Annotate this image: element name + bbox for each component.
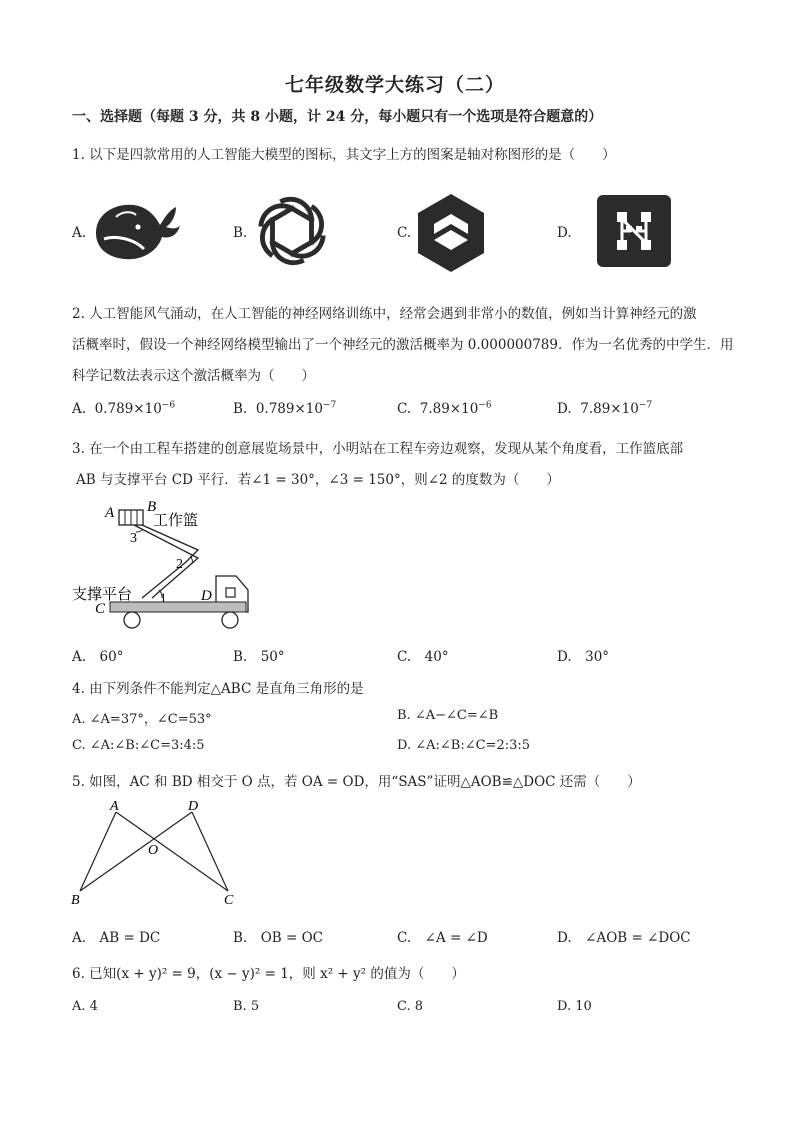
- angle-3-label: 3: [130, 531, 137, 546]
- truck-figure: [70, 498, 260, 633]
- point-b-label: B: [71, 893, 80, 908]
- q1-option-a-label: A.: [72, 225, 87, 241]
- knot-logo-icon: [252, 192, 332, 270]
- segment-ac: [116, 812, 228, 891]
- angle-1-label: 1: [160, 590, 167, 605]
- q6-option-b: B. 5: [233, 999, 260, 1014]
- point-o-label: O: [148, 843, 159, 858]
- network-logo-icon: [597, 195, 671, 267]
- question-4-stem: 4. 由下列条件不能判定△ABC 是直角三角形的是: [72, 681, 364, 697]
- q4-option-d: D. ∠A:∠B:∠C=2:3:5: [397, 738, 531, 753]
- q2-option-c: C. $7.89\times 10^{-6}$: [397, 400, 492, 417]
- q3-option-b: B. 50°: [233, 649, 285, 665]
- question-1-stem: 1. 以下是四款常用的人工智能大模型的图标，其文字上方的图案是轴对称图形的是（ ）: [72, 147, 616, 163]
- label-b: B: [147, 499, 157, 515]
- question-2-line-3: 科学记数法表示这个激活概率为（ ）: [72, 368, 315, 384]
- q3-option-d: D. 30°: [557, 649, 610, 665]
- truck-wheel: [222, 612, 238, 628]
- question-3-line-2: AB 与支撑平台 CD 平行．若∠1 = 30°，∠3 = 150°，则∠2 的度数为（ ）: [76, 472, 560, 488]
- crossing-triangles-figure: [68, 798, 248, 910]
- q4-option-b: B. ∠A−∠C=∠B: [397, 708, 499, 723]
- segment-dc: [192, 812, 228, 891]
- section-heading: 一、选择题（每题 3 分，共 8 小题，计 24 分，每小题只有一个选项是符合题意的）: [72, 109, 603, 125]
- question-2-line-2: 活概率时，假设一个神经网络模型输出了一个神经元的激活概率为 0.000000789．作为一名优秀的中学生．用: [72, 337, 734, 353]
- arm-lower: [142, 525, 198, 598]
- q5-option-a: A. AB = DC: [72, 930, 161, 946]
- question-3-line-1: 3. 在一个由工程车搭建的创意展览场景中，小明站在工程车旁边观察，发现从某个角度看，工作篮底部: [72, 441, 684, 457]
- whale-logo-icon: [90, 195, 182, 265]
- q5-option-d: D. ∠AOB = ∠DOC: [557, 930, 691, 946]
- q6-option-d: D. 10: [557, 999, 592, 1014]
- question-2-line-1: 2. 人工智能风气涌动，在人工智能的神经网络训练中，经常会遇到非常小的数值，例如当计算神经元的激: [72, 306, 697, 322]
- q1-option-d-label: D.: [557, 225, 572, 241]
- q5-option-c: C. ∠A = ∠D: [397, 930, 488, 946]
- question-6-stem: 6. 已知(x + y)² = 9，(x − y)² = 1，则 x² + y² 的值为（ ）: [72, 966, 465, 982]
- segment-bd: [80, 812, 192, 891]
- page-title: 七年级数学大练习（二）: [285, 74, 506, 96]
- support-platform: [110, 602, 246, 612]
- point-d-label: D: [188, 799, 199, 814]
- question-5-stem: 5. 如图，AC 和 BD 相交于 O 点，若 OA = OD，用“SAS”证明△AOB≌△DOC 还需（ ）: [72, 774, 641, 790]
- q6-option-c: C. 8: [397, 999, 424, 1014]
- hexagon-logo-icon: [414, 192, 488, 274]
- q3-option-c: C. 40°: [397, 649, 449, 665]
- angle-2-label: 2: [176, 557, 183, 572]
- segment-ab: [80, 812, 116, 891]
- label-a: A: [105, 505, 115, 521]
- point-a-label: A: [110, 799, 119, 814]
- q5-option-b: B. OB = OC: [233, 930, 323, 946]
- q2-option-b: B. $0.789\times 10^{-7}$: [233, 400, 337, 417]
- truck-wheel: [124, 612, 140, 628]
- label-basket: 工作篮: [153, 513, 199, 529]
- q4-option-a: A. ∠A=37°，∠C=53°: [72, 712, 212, 727]
- q6-option-a: A. 4: [72, 999, 98, 1014]
- q2-option-a: A. $0.789\times 10^{-6}$: [72, 400, 176, 417]
- label-platform: 支撑平台: [72, 587, 133, 603]
- q3-option-a: A. 60°: [72, 649, 124, 665]
- label-d: D: [201, 588, 212, 604]
- q4-option-c: C. ∠A:∠B:∠C=3:4:5: [72, 738, 205, 753]
- q1-option-b-label: B.: [233, 225, 248, 241]
- cab-window: [226, 588, 235, 597]
- label-c: C: [95, 601, 106, 617]
- point-c-label: C: [224, 893, 234, 908]
- q1-option-c-label: C.: [397, 225, 412, 241]
- q2-option-d: D. $7.89\times 10^{-7}$: [557, 400, 653, 417]
